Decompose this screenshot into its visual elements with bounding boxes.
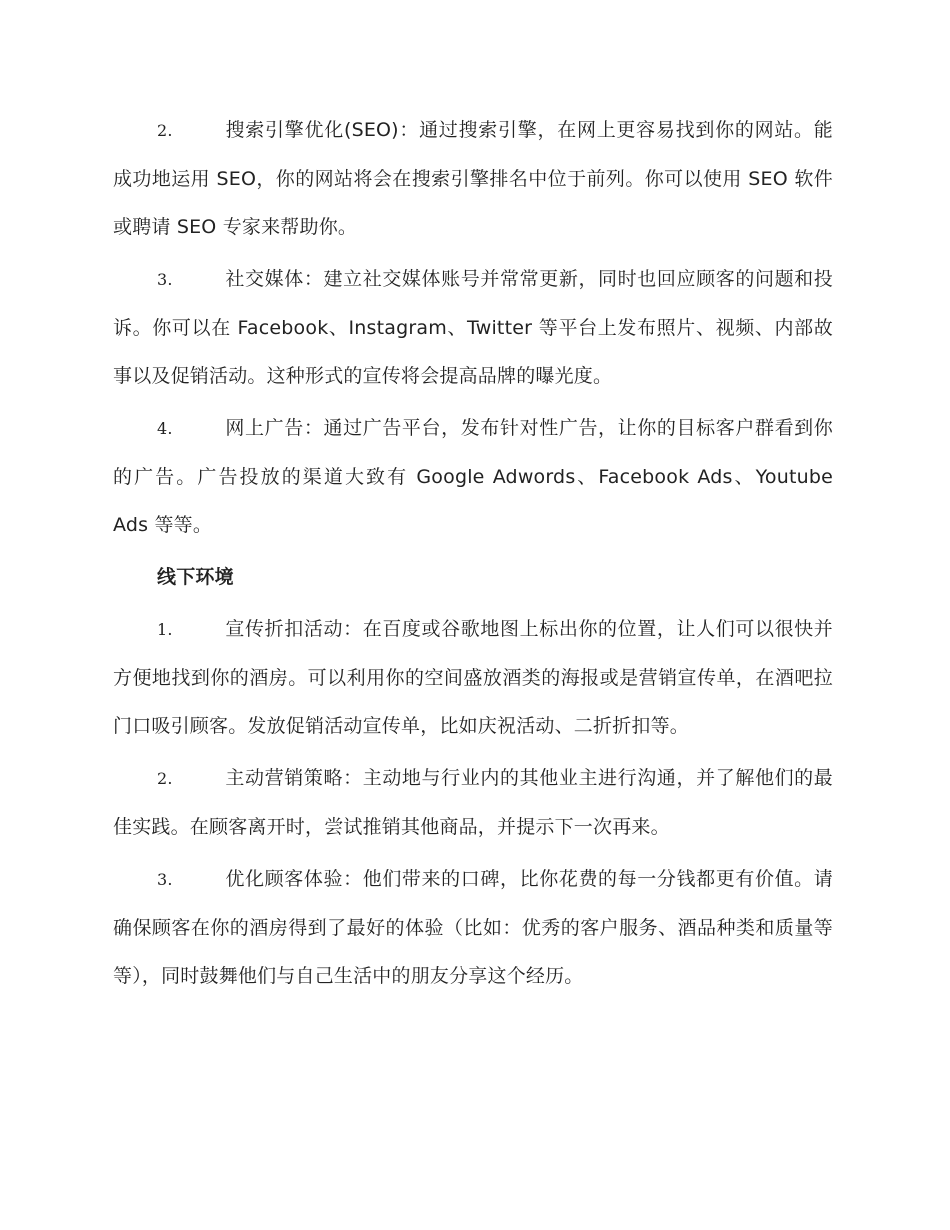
list-item-social-media (113, 255, 833, 400)
list-item-text: 优化顾客体验：他们带来的口碑，比你花费的每一分钱都更有价值。请确保顾客在你的酒房得到了最好的体验（比如：优秀的客户服务、酒品种类和质量等等），同时鼓舞他们与自己生活中的朋友分享这个经历。 (113, 868, 833, 987)
list-item-online-ads (113, 404, 833, 549)
list-number: 3. (157, 870, 173, 889)
list-item-text: 主动营销策略：主动地与行业内的其他业主进行沟通，并了解他们的最佳实践。在顾客离开时，尝试推销其他商品，并提示下一次再来。 (113, 767, 833, 838)
list-number: 1. (157, 620, 173, 639)
document-body (113, 106, 833, 1004)
list-item-discount-promo (113, 605, 833, 750)
list-number: 2. (157, 769, 173, 788)
list-item-active-marketing (113, 754, 833, 851)
list-item-text: 搜索引擎优化(SEO)：通过搜索引擎，在网上更容易找到你的网站。能成功地运用 SEO，你的网站将会在搜索引擎排名中位于前列。你可以使用 SEO 软件或聘请 SEO 专家来帮助你。 (113, 119, 833, 238)
list-number: 4. (157, 419, 173, 438)
list-item-text: 网上广告：通过广告平台，发布针对性广告，让你的目标客户群看到你的广告。广告投放的渠道大致有 Google Adwords、Facebook Ads、Youtube Ads 等等。 (113, 417, 833, 536)
list-number: 3. (157, 270, 173, 289)
section-heading-offline: 线下环境 (157, 566, 234, 588)
list-number: 2. (157, 121, 173, 140)
list-item-seo (113, 106, 833, 251)
list-item-customer-experience (113, 855, 833, 1000)
list-item-text: 社交媒体：建立社交媒体账号并常常更新，同时也回应顾客的问题和投诉。你可以在 Facebook、Instagram、Twitter 等平台上发布照片、视频、内部故事以及促销活动。这种形式的宣传将会提高品牌的曝光度。 (113, 268, 833, 387)
list-item-text: 宣传折扣活动：在百度或谷歌地图上标出你的位置，让人们可以很快并方便地找到你的酒房。可以利用你的空间盛放酒类的海报或是营销宣传单，在酒吧拉门口吸引顾客。发放促销活动宣传单，比如庆祝活动、二折折扣等。 (113, 618, 833, 737)
